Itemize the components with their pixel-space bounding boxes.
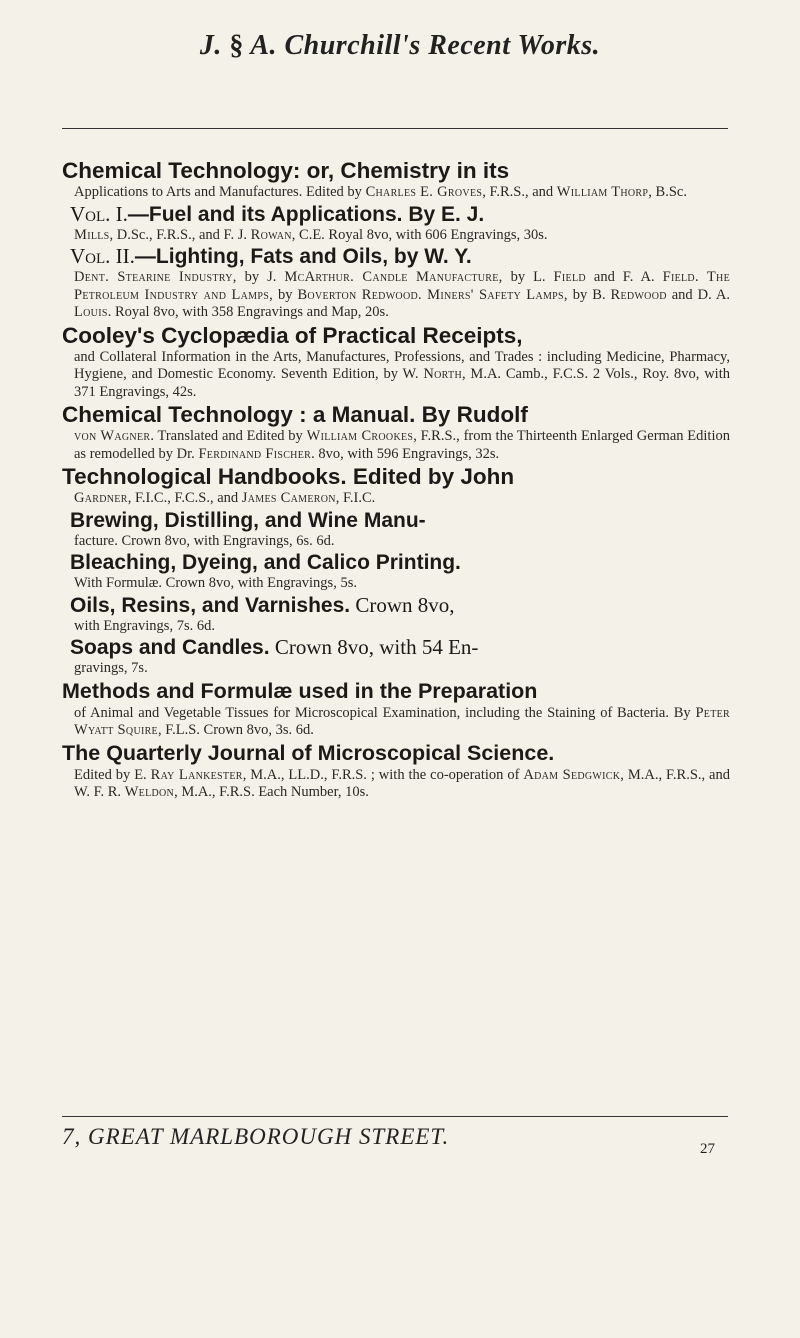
entry-description: of Animal and Vegetable Tissues for Microscopical Examination, including the Staining of Bacteria. By Peter Wyatt Squire, F.L.S. Crown 8vo, 3s. 6d. [74, 704, 730, 738]
entry-description: with Engravings, 7s. 6d. [74, 617, 215, 634]
entry-quarterly-journal [62, 740, 730, 802]
header-title: A. Churchill's Recent Works. [250, 30, 601, 61]
entry-technological-handbooks [62, 463, 730, 508]
entry-title: Bleaching, Dyeing, and Calico Printing. [70, 551, 461, 574]
entry-description: Gardner, F.I.C., F.C.S., and James Cameron, F.I.C. [74, 490, 376, 506]
entry-description: Edited by E. Ray Lankester, M.A., LL.D., F.R.S. ; with the co-operation of Adam Sedgwick, M.A., F.R.S., and W. F. R. Weldon, M.A., F.R.S. Each Number, 10s. [74, 766, 730, 800]
catalogue-list [62, 157, 730, 802]
entry-title: Chemical Technology : a Manual. By Rudolf [62, 402, 528, 427]
page-number: 27 [700, 1141, 715, 1157]
entry-title: Chemical Technology: or, Chemistry in its [62, 158, 510, 183]
entry-description: Applications to Arts and Manufactures. Edited by Charles E. Groves, F.R.S., and William Thorp, B.Sc. [74, 184, 687, 200]
entry-bleaching [62, 550, 730, 593]
header-prefix: J. [199, 30, 222, 61]
header-rule [62, 128, 728, 129]
volume-description: Mills, D.Sc., F.R.S., and F. J. Rowan, C.E. Royal 8vo, with 606 Engravings, 30s. [74, 226, 548, 243]
footer-rule [62, 1116, 728, 1117]
entry-oils-resins [62, 593, 730, 636]
entry-title: The Quarterly Journal of Microscopical Science. [62, 740, 555, 765]
header-ampersand: § [229, 30, 244, 61]
volume-title: Vol. I.—Fuel and its Applications. By E. J. [70, 201, 485, 226]
entry-chemical-technology [62, 157, 730, 202]
running-header [0, 30, 800, 62]
entry-title: Oils, Resins, and Varnishes. Crown 8vo, [70, 592, 455, 617]
entry-brewing [62, 508, 730, 551]
entry-title: Technological Handbooks. Edited by John [62, 464, 515, 489]
entry-title: Brewing, Distilling, and Wine Manu- [70, 508, 426, 532]
entry-description: With Formulæ. Crown 8vo, with Engravings, 5s. [74, 575, 357, 591]
entry-methods-formulae [62, 678, 730, 740]
volume-title: Vol. II.—Lighting, Fats and Oils, by W. Y. [70, 244, 472, 268]
entry-description: facture. Crown 8vo, with Engravings, 6s. 6d. [74, 532, 335, 549]
entry-description: von Wagner. Translated and Edited by William Crookes, F.R.S., from the Thirteenth Enlarged German Edition as remodelled by Dr. Ferdinand Fischer. 8vo, with 596 Engravings, 32s. [74, 428, 730, 462]
publisher-address: 7, GREAT MARLBOROUGH STREET. [62, 1124, 450, 1149]
entry-vol-2 [62, 244, 730, 322]
entry-description: gravings, 7s. [74, 660, 148, 676]
entry-soaps-candles [62, 635, 730, 678]
entry-cooley-cyclopaedia [62, 322, 730, 402]
entry-title: Methods and Formulæ used in the Preparation [62, 678, 538, 703]
entry-chemical-technology-manual [62, 401, 730, 463]
volume-description: Dent. Stearine Industry, by J. McArthur. Candle Manufacture, by L. Field and F. A. Field. The Petroleum Industry and Lamps, by Boverton Redwood. Miners' Safety Lamps, by B. Redwood and D. A. Louis. Royal 8vo, with 358 Engravings and Map, 20s. [74, 269, 731, 320]
entry-description: and Collateral Information in the Arts, Manufactures, Professions, and Trades : including Medicine, Pharmacy, Hygiene, and Domestic Economy. Seventh Edition, by W. North, M.A. Camb., F.C.S. 2 Vols., Roy. 8vo, with 371 Engravings, 42s. [74, 348, 730, 400]
entry-title: Cooley's Cyclopædia of Practical Receipts, [62, 322, 523, 348]
entry-title: Soaps and Candles. Crown 8vo, with 54 En- [70, 635, 479, 659]
entry-vol-1 [62, 202, 730, 245]
